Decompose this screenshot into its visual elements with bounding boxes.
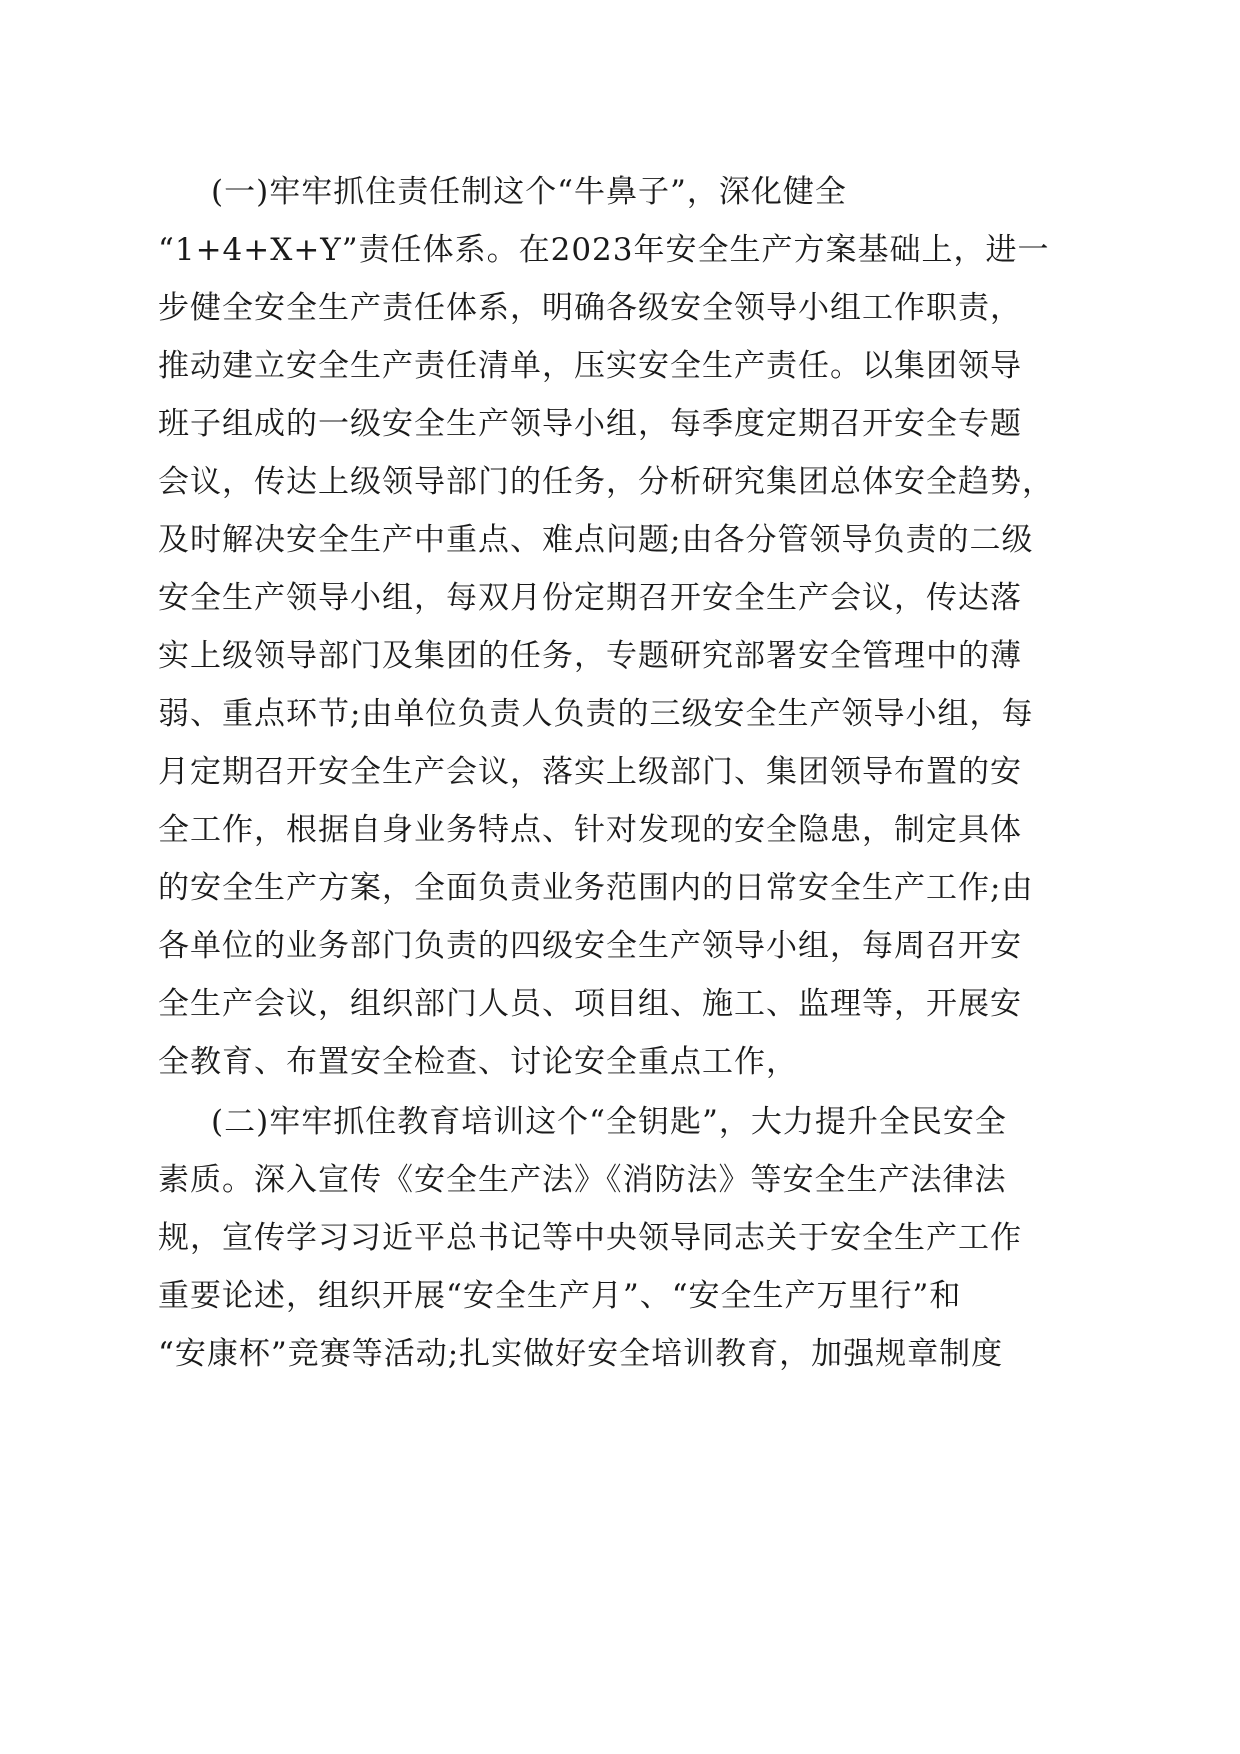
section-one-line: 步健全安全生产责任体系，明确各级安全领导小组工作职责，	[158, 290, 1022, 326]
section-two-line: 规，宣传学习习近平总书记等中央领导同志关于安全生产工作	[158, 1220, 1022, 1256]
section-one-line: “1+4+X+Y”责任体系。在2023年安全生产方案基础上，进一	[158, 232, 1050, 268]
section-two-line: (二)牢牢抓住教育培训这个“全钥匙”，大力提升全民安全	[211, 1104, 1007, 1140]
section-one-line: 各单位的业务部门负责的四级安全生产领导小组，每周召开安	[158, 928, 1022, 964]
section-one-line: 的安全生产方案，全面负责业务范围内的日常安全生产工作;由	[158, 870, 1034, 906]
section-one-line: 弱、重点环节;由单位负责人负责的三级安全生产领导小组，每	[158, 696, 1034, 732]
section-two-line: “安康杯”竞赛等活动;扎实做好安全培训教育，加强规章制度	[158, 1336, 1004, 1372]
section-two-line: 素质。深入宣传《安全生产法》《消防法》等安全生产法律法	[158, 1162, 1007, 1198]
section-one-line: 全生产会议，组织部门人员、项目组、施工、监理等，开展安	[158, 986, 1022, 1022]
section-one-line: 全教育、布置安全检查、讨论安全重点工作，	[158, 1044, 798, 1080]
section-one-line: 推动建立安全生产责任清单，压实安全生产责任。以集团领导	[158, 348, 1022, 384]
section-one-line: 安全生产领导小组，每双月份定期召开安全生产会议，传达落	[158, 580, 1022, 616]
section-one-line: 全工作，根据自身业务特点、针对发现的安全隐患，制定具体	[158, 812, 1022, 848]
section-one-line: 实上级领导部门及集团的任务，专题研究部署安全管理中的薄	[158, 638, 1022, 674]
section-one-line: 月定期召开安全生产会议，落实上级部门、集团领导布置的安	[158, 754, 1022, 790]
section-two-line: 重要论述，组织开展“安全生产月”、“安全生产万里行”和	[158, 1278, 962, 1314]
section-one-line: 及时解决安全生产中重点、难点问题;由各分管领导负责的二级	[158, 522, 1034, 558]
section-one-line: 班子组成的一级安全生产领导小组，每季度定期召开安全专题	[158, 406, 1022, 442]
section-one-line: (一)牢牢抓住责任制这个“牛鼻子”，深化健全	[211, 174, 847, 210]
section-one-line: 会议，传达上级领导部门的任务，分析研究集团总体安全趋势，	[158, 464, 1054, 500]
